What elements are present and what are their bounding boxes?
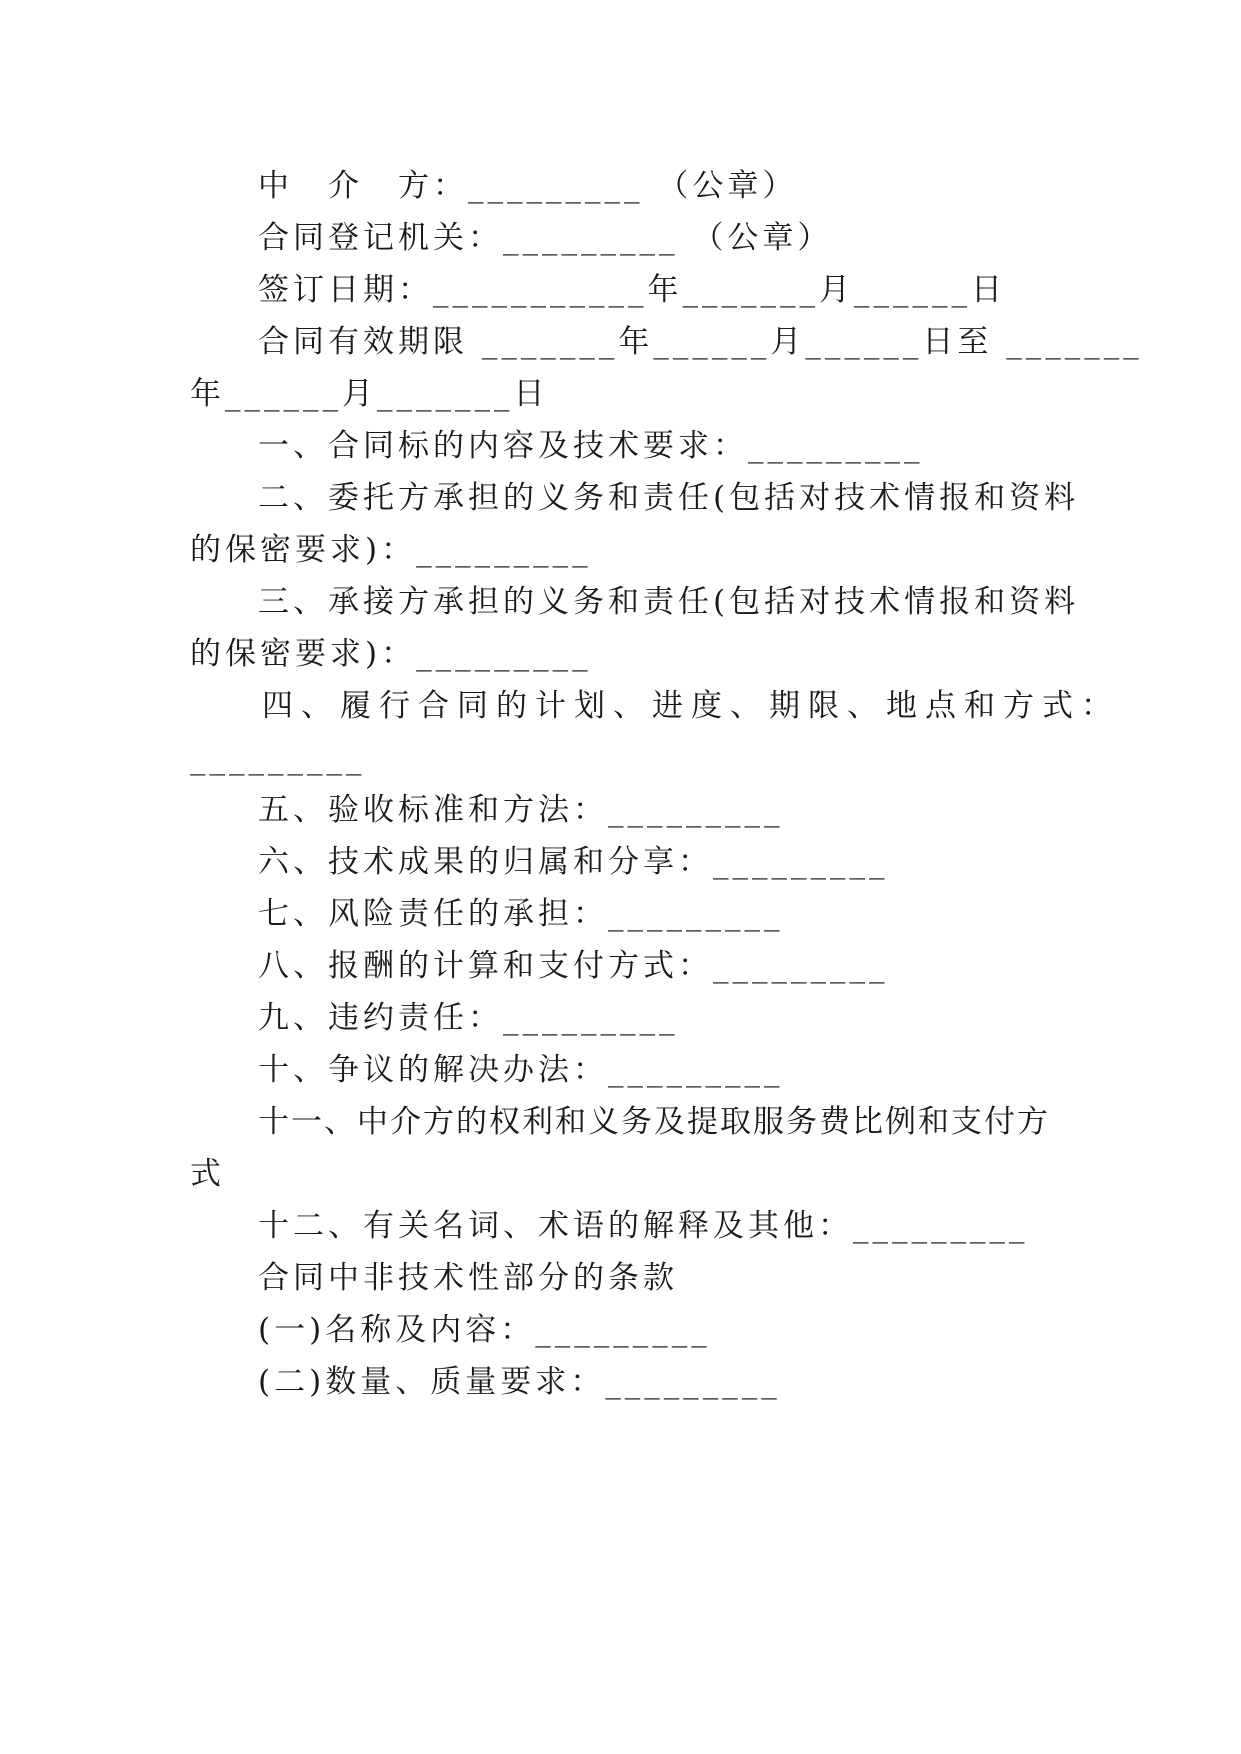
validity-period-line: 合同有效期限 _______年______月______日至 _______ (258, 324, 1143, 360)
non-technical-item-2: (二)数量、质量要求：_________ (258, 1364, 781, 1400)
clause-6: 六、技术成果的归属和分享：_________ (258, 844, 889, 880)
clause-3: 三、承接方承担的义务和责任(包括对技术情报和资料 (258, 584, 1080, 620)
clause-3-cont: 的保密要求)：_________ (190, 636, 592, 672)
validity-period-line-cont: 年______月_______日 (190, 376, 549, 412)
clause-8: 八、报酬的计算和支付方式：_________ (258, 948, 889, 984)
clause-2: 二、委托方承担的义务和责任(包括对技术情报和资料 (258, 480, 1080, 516)
clause-5: 五、验收标准和方法：_________ (258, 792, 784, 828)
clause-11: 十一、中介方的权利和义务及提取服务费比例和支付方 (258, 1104, 1050, 1140)
intermediary-party-line: 中 介 方：_________ （公章） (258, 168, 798, 204)
clause-10: 十、争议的解决办法：_________ (258, 1052, 784, 1088)
clause-11-cont: 式 (190, 1156, 225, 1192)
signing-date-line: 签订日期：___________年_______月______日 (258, 272, 1006, 308)
clause-1: 一、合同标的内容及技术要求：_________ (258, 428, 924, 464)
clause-9: 九、违约责任：_________ (258, 1000, 679, 1036)
non-technical-heading: 合同中非技术性部分的条款 (258, 1260, 678, 1296)
registration-authority-line: 合同登记机关：_________ （公章） (258, 220, 833, 256)
clause-7: 七、风险责任的承担：_________ (258, 896, 784, 932)
clause-4-cont: _________ (190, 740, 366, 776)
clause-2-cont: 的保密要求)：_________ (190, 532, 592, 568)
non-technical-item-1: (一)名称及内容：_________ (258, 1312, 711, 1348)
clause-4: 四、履行合同的计划、进度、期限、地点和方式： (262, 688, 1120, 724)
clause-12: 十二、有关名词、术语的解释及其他：_________ (258, 1208, 1029, 1244)
